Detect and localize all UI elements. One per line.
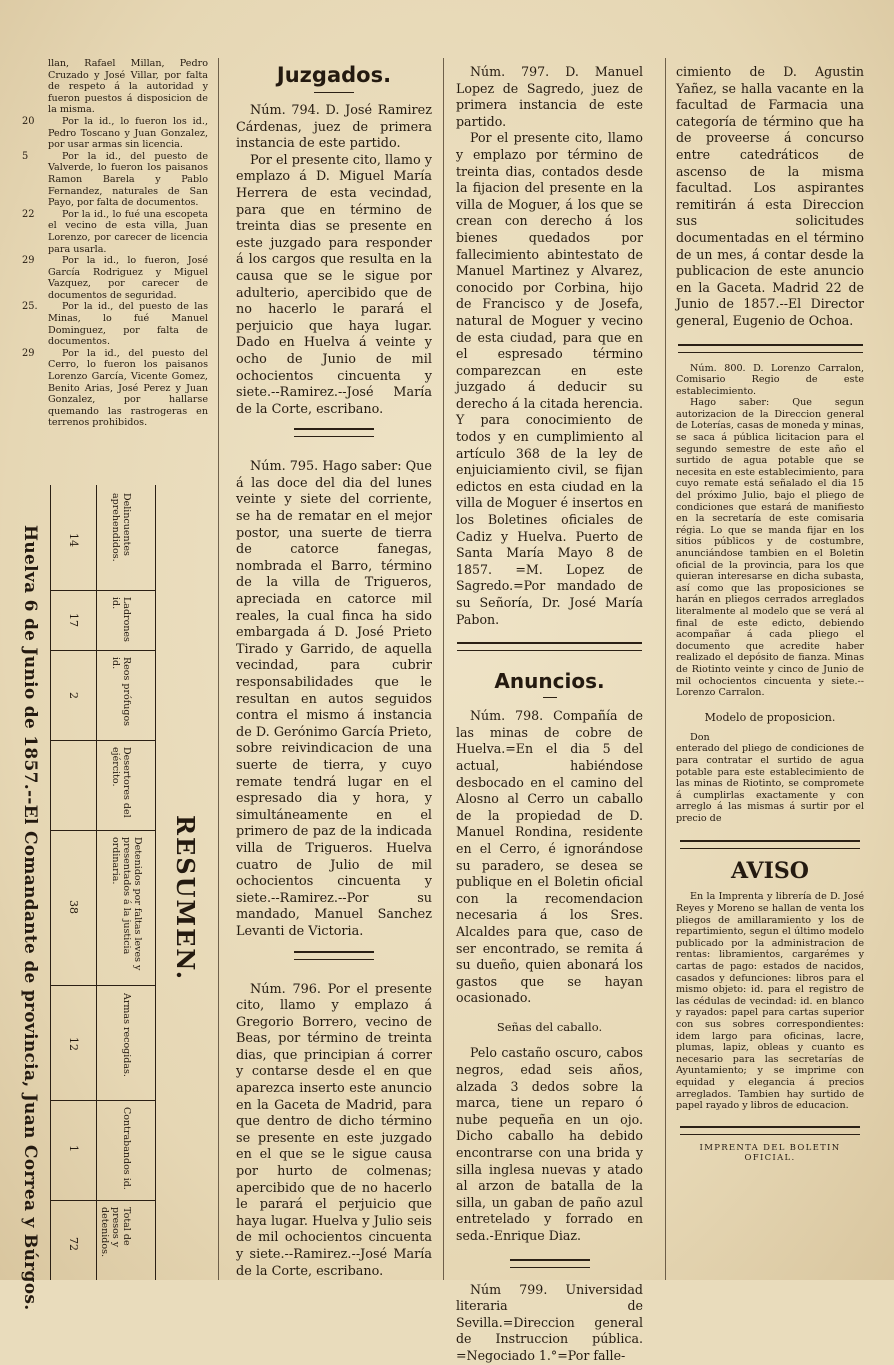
resumen-title: RESUMEN. (171, 815, 200, 982)
notice-794-body: Por el presente cito, llamo y emplazo á D. Miguel María Herrera de esta vecindad, para que en término de treinta dias se presente en este juzgado para responder á los cargos que resulta en la causa que se le sigue por adulterio, apercibido que de no hacerlo le parará el perjuicio que haya lugar. Dado en Huelva á veinte y ocho de Junio de mil ochocientos cincuenta y siete.--Ramirez.--José María de la Corte, escribano. (236, 152, 432, 417)
table-cell: 12 (67, 1037, 80, 1051)
entry-text: Por la id., lo fueron, José García Rodriguez y Miguel Vazquez, por carecer de documentos de seguridad. (48, 255, 208, 301)
list-item: 22 Por la id., lo fué una escopeta el vecino de esta villa, Juan Lorenzo, por carecer de licencia para usarla. (22, 208, 208, 255)
entry-text: llan, Rafael Millan, Pedro Cruzado y José Villar, por falta de respeto á la autoridad y fueron puestos á disposicion de la misma. (48, 58, 208, 116)
table-header: Desertores del ejército. (110, 747, 132, 818)
subheading: Modelo de proposicion. (704, 710, 836, 724)
aviso-heading: AVISO (731, 858, 809, 885)
notice-798-body: Pelo castaño oscuro, cabos negros, edad seis años, alzada 3 dedos sobre la marca, tiene un reparo ó nube pequeña en un ojo. Dicho caballo ha debido encontrarse con una brida y silla inglesa nuevas y atado al arzon de batalla de la silla, un gaban de paño azul entretelado y forrado en seda.-Enrique Diaz. (456, 1045, 643, 1243)
notice-795: Núm. 795. Hago saber: Que á las doce del dia del lunes veinte y siete del corriente, se ha de rematar en el mejor postor, una suerte de tierra de catorce fanegas, nombrada el Barro, término de la villa de Trigueros, apreciada en catorce mil reales, la cual finca ha sido embargada á D. José Prieto Tirado y Garrido, de aquella vecindad, para cubrir responsabilidades que le resultan en autos seguidos contra el mismo á instancia de D. Gerónimo García Prieto, sobre reivindicacion de una suerte de tierra, y cuyo remate tendrá lugar en el espresado dia y hora, y simultáneamente en el primero de paz de la indicada villa de Trigueros. Huelva cuatro de Julio de mil ochocientos cincuenta y siete.--Ramirez.--Por su mandado, Manuel Sanchez Levanti de Victoria. (236, 459, 432, 939)
list-item (22, 58, 208, 116)
column-rule (665, 58, 666, 1280)
column-3 (456, 64, 643, 1365)
model-text: enterado del pliego de condiciones de para contratar el surtido de agua potable para este establecimiento de las minas de Riotinto, se compromete á cumplirlas exactamente y con arreglo á las mismas á surtir por el precio de (676, 743, 864, 824)
signature-line: Huelva 6 de Junio de 1857.--El Comandante de provincia, Juan Correa y Búrgos. (20, 525, 40, 1311)
table-header: Ladrones id. (110, 597, 132, 642)
table-cell: 38 (67, 900, 80, 914)
section-heading: Anuncios. (494, 669, 605, 694)
notice-799-body: cimiento de D. Agustin Yañez, se halla vacante en la facultad de Farmacia una categoría de término que ha de proveerse á concurso entre catedráticos de ascenso de la misma facultad. Los aspirantes remitirán á esta Direccion sus solicitudes documentadas en el término de un mes, á contar desde la publicacion de este anuncio en la Gaceta. Madrid 22 de Junio de 1857.--El Director general, Eugenio de Ochoa. (676, 64, 864, 328)
form-label: Don (690, 731, 710, 743)
column-rule (443, 58, 444, 1280)
list-item: 29 Por la id., del puesto del Cerro, lo fueron los paisanos Lorenzo García, Vicente Gomez, Benito Arias, José Perez y Juan Gonzalez, por hallarse quemando las rastrogeras en terrenos prohibidos. (22, 347, 208, 429)
entry-text: Por la id., del puesto de las Minas, lo fué Manuel Dominguez, por falta de documentos. (48, 301, 208, 348)
notice-797-body: Por el presente cito, llamo y emplazo por término de treinta dias, contados desde la fijacion del presente en la villa de Moguer, á los que se crean con derecho á los bienes quedados por fallecimiento abintestato de Manuel Martinez y Alvarez, conocido por Corbina, hijo de Francisco y de Josefa, natural de Moguer y vecino de esta ciudad, para que en el espresado término comparezcan en este juzgado á deducir su derecho á la citada herencia. Y para conocimiento de todos y en cumplimiento al artículo 368 de la ley de enjuiciamiento civil, se fijan edictos en esta ciudad en la villa de Moguer é insertos en los Boletines oficiales de Cadiz y Huelva. Puerto de Santa María Mayo 8 de 1857. =M. Lopez de Sagredo.=Por mandado de su Señoría, Dr. José María Pabon. (456, 130, 643, 627)
entry-text: Por la id., lo fueron los id., Pedro Toscano y Juan Gonzalez, por usar armas sin licencia. (48, 115, 208, 151)
subheading: Señas del caballo. (496, 1019, 603, 1034)
notice-794: Núm. 794. D. José Ramirez Cárdenas, juez de primera instancia de este partido. (236, 103, 432, 152)
notice-799: Núm 799. Universidad literaria de Sevilla.=Direccion general de Instruccion pública. =Negociado 1.°=Por falle- (456, 1281, 643, 1363)
table-cell: 2 (67, 692, 80, 699)
column-1 (22, 58, 208, 429)
table-header: Reos prófugos id. (110, 657, 132, 727)
list-item: 20 Por la id., lo fueron los id., Pedro Toscano y Juan Gonzalez, por usar armas sin licencia. (22, 115, 208, 151)
table-cell: 17 (67, 613, 80, 627)
resumen-table (0, 485, 218, 1311)
notice-800-body: Hago saber: Que segun autorizacion de la Direccion general de Loterías, casas de moneda y minas, se saca á pública licitacion para el segundo semestre de este año el surtido de agua potable que se necesita en este establecimiento, para cuyo remate está señalado el dia 15 del próximo Julio, bajo el pliego de condiciones que estará de manifiesto en la secretaría de este comisaria régia. Lo que se manda fijar en los sitios públicos y de costumbre, anunciándose tambien en el Boletin oficial de la provincia, para los que quieran interesarse en dicha subasta, así como que las proposiciones se harán en pliegos cerrados arreglados literalmente al modelo que se verá al final de este edicto, debiendo acompañar á cada pliego el documento que acredite haber realizado el depósito de fianza. Minas de Riotinto veinte y cinco de Junio de mil ochocientos cincuenta y siete.-- Lorenzo Carralon. (676, 397, 864, 699)
column-2 (236, 62, 432, 1280)
entry-text: Por la id., del puesto del Cerro, lo fueron los paisanos Lorenzo García, Vicente Gomez, Benito Arias, José Perez y Juan Gonzalez, por hallarse quemando las rastrogeras en terrenos prohibidos. (48, 347, 208, 429)
table-header: Detenidos por faltas leves y presentados á la justicia ordinaria. (110, 837, 143, 971)
table-header: Contrabandos id. (121, 1107, 132, 1190)
aviso-text: En la Imprenta y librería de D. José Reyes y Moreno se hallan de venta los pliegos de amillaramiento y los de repartimiento, segun el último modelo publicado por la administracion de rentas: libramientos, cargarémes y cartas de pago: estados de nacidos, casados y defunciones: libros para el mismo objeto: id. para el registro de las cédulas de vecindad: id. en blanco y rayados: papel para cartas superior con sus sobres correspondientes: idem largo para oficinas, lacre, plumas, lapiz, obleas y cuanto es necesario para las secretarías de Ayuntamiento; y se imprime con equidad y elegancia á precios arreglados. Tambien hay surtido de papel rayado y libros de educacion. (676, 891, 864, 1112)
entry-text: Por la id., lo fué una escopeta el vecino de esta villa, Juan Lorenzo, por carecer de licencia para usarla. (48, 208, 208, 255)
column-rule (218, 58, 219, 1280)
column-4 (676, 64, 864, 1163)
imprint: IMPRENTA DEL BOLETIN OFICIAL. (699, 1142, 841, 1163)
table-cell: 14 (67, 533, 80, 547)
table-header: Delincuentes aprehendidos. (110, 493, 132, 562)
list-item: 25. Por la id., del puesto de las Minas, lo fué Manuel Dominguez, por falta de documentos. (22, 301, 208, 348)
section-heading: Juzgados. (276, 63, 392, 87)
notice-800: Núm. 800. D. Lorenzo Carralon, Comisario Regio de este establecimiento. (676, 362, 864, 397)
list-item: 29 Por la id., lo fueron, José García Rodriguez y Miguel Vazquez, por carecer de documentos de seguridad. (22, 255, 208, 301)
notice-796: Núm. 796. Por el presente cito, llamo y emplazo á Gregorio Borrero, vecino de Beas, por término de treinta dias, que principian á correr y contarse desde el en que aparezca inserto este anuncio en la Gaceta de Madrid, para que dentro de dicho término se presente en este juzgado en el que se le sigue causa por hurto de colmenas; apercibido que de no hacerlo le parará el perjuicio que haya lugar. Huelva y Julio seis de mil ochocientos cincuenta y siete.--Ramirez.--José María de la Corte, escribano. (236, 981, 432, 1279)
entry-text: Por la id., del puesto de Valverde, lo fueron los paisanos Ramon Barela y Pablo Fernandez, naturales de San Payo, por falta de documentos. (48, 150, 208, 209)
list-item: 5 Por la id., del puesto de Valverde, lo fueron los paisanos Ramon Barela y Pablo Fernandez, naturales de San Payo, por falta de documentos. (22, 150, 208, 209)
table-cell: 1 (67, 1145, 80, 1152)
table-header: Total de presos y detenidos. (99, 1207, 132, 1257)
notice-798: Núm. 798. Compañía de las minas de cobre de Huelva.=En el dia 5 del actual, habiéndose desbocado en el camino del Alosno al Cerro un caballo de la propiedad de D. Manuel Rondina, residente en el Cerro, é ignorándose su paradero, se desea se publique en el Boletin oficial con la recomendacion necesaria á los Sres. Alcaldes para que, caso de ser encontrado, se remita á su dueño, quien abonará los gastos que se hayan ocasionado. (456, 708, 643, 1006)
notice-797: Núm. 797. D. Manuel Lopez de Sagredo, juez de primera instancia de este partido. (456, 64, 643, 129)
table-cell: 72 (67, 1237, 80, 1251)
table-header: Armas recogidas. (121, 993, 132, 1077)
